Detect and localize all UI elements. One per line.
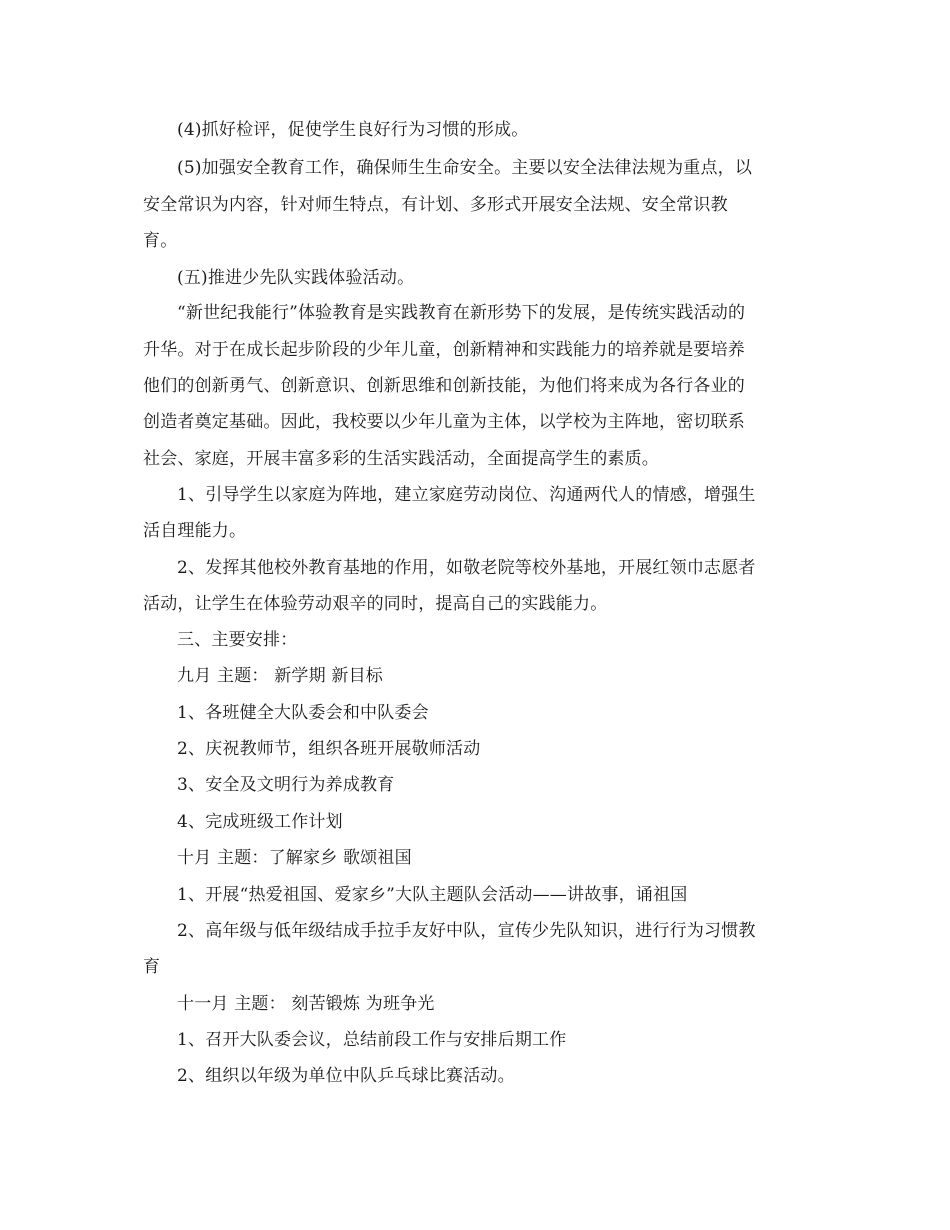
paragraph-line: (5)加强安全教育工作，确保师生生命安全。主要以安全法律法规为重点，以 xyxy=(177,158,753,178)
list-item: 3、安全及文明行为养成教育 xyxy=(177,775,395,795)
list-item-continuation: 育 xyxy=(143,957,161,977)
paragraph-line: 活动，让学生在体验劳动艰辛的同时，提高自己的实践能力。 xyxy=(143,594,608,614)
list-item: 2、庆祝教师节，组织各班开展敬师活动 xyxy=(177,739,481,759)
paragraph-line: 创造者奠定基础。因此，我校要以少年儿童为主体，以学校为主阵地，密切联系 xyxy=(143,412,745,432)
paragraph-line: 2、发挥其他校外教育基地的作用，如敬老院等校外基地，开展红领巾志愿者 xyxy=(177,558,756,578)
paragraph-line: 1、引导学生以家庭为阵地，建立家庭劳动岗位、沟通两代人的情感，增强生 xyxy=(177,485,756,505)
paragraph-line: 活自理能力。 xyxy=(143,521,247,541)
section-heading: 三、主要安排： xyxy=(177,630,298,650)
paragraph-line: 安全常识为内容，针对师生特点，有计划、多形式开展安全法规、安全常识教 xyxy=(143,195,728,215)
paragraph-line: 他们的创新勇气、创新意识、创新思维和创新技能，为他们将来成为各行各业的 xyxy=(143,376,745,396)
list-item: 2、组织以年级为单位中队乒乓球比赛活动。 xyxy=(177,1066,515,1086)
paragraph-line: (五)推进少先队实践体验活动。 xyxy=(177,268,415,288)
paragraph-line: 社会、家庭，开展丰富多彩的生活实践活动，全面提高学生的素质。 xyxy=(143,449,659,469)
list-item: 1、各班健全大队委会和中队委会 xyxy=(177,703,429,723)
list-item: 4、完成班级工作计划 xyxy=(177,812,343,832)
month-heading: 九月 主题： 新学期 新目标 xyxy=(177,666,384,686)
paragraph-line: “新世纪我能行”体验教育是实践教育在新形势下的发展，是传统实践活动的 xyxy=(177,303,746,323)
month-heading: 十月 主题：了解家乡 歌颂祖国 xyxy=(177,848,412,868)
paragraph-line: 育。 xyxy=(143,231,178,251)
list-item: 2、高年级与低年级结成手拉手友好中队，宣传少先队知识，进行行为习惯教 xyxy=(177,921,756,941)
paragraph-line: (4)抓好检评，促使学生良好行为习惯的形成。 xyxy=(177,120,529,140)
month-heading: 十一月 主题： 刻苦锻炼 为班争光 xyxy=(177,994,435,1014)
list-item: 1、开展“热爱祖国、爱家乡”大队主题队会活动——讲故事，诵祖国 xyxy=(177,885,688,905)
list-item: 1、召开大队委会议，总结前段工作与安排后期工作 xyxy=(177,1030,567,1050)
paragraph-line: 升华。对于在成长起步阶段的少年儿童，创新精神和实践能力的培养就是要培养 xyxy=(143,340,745,360)
